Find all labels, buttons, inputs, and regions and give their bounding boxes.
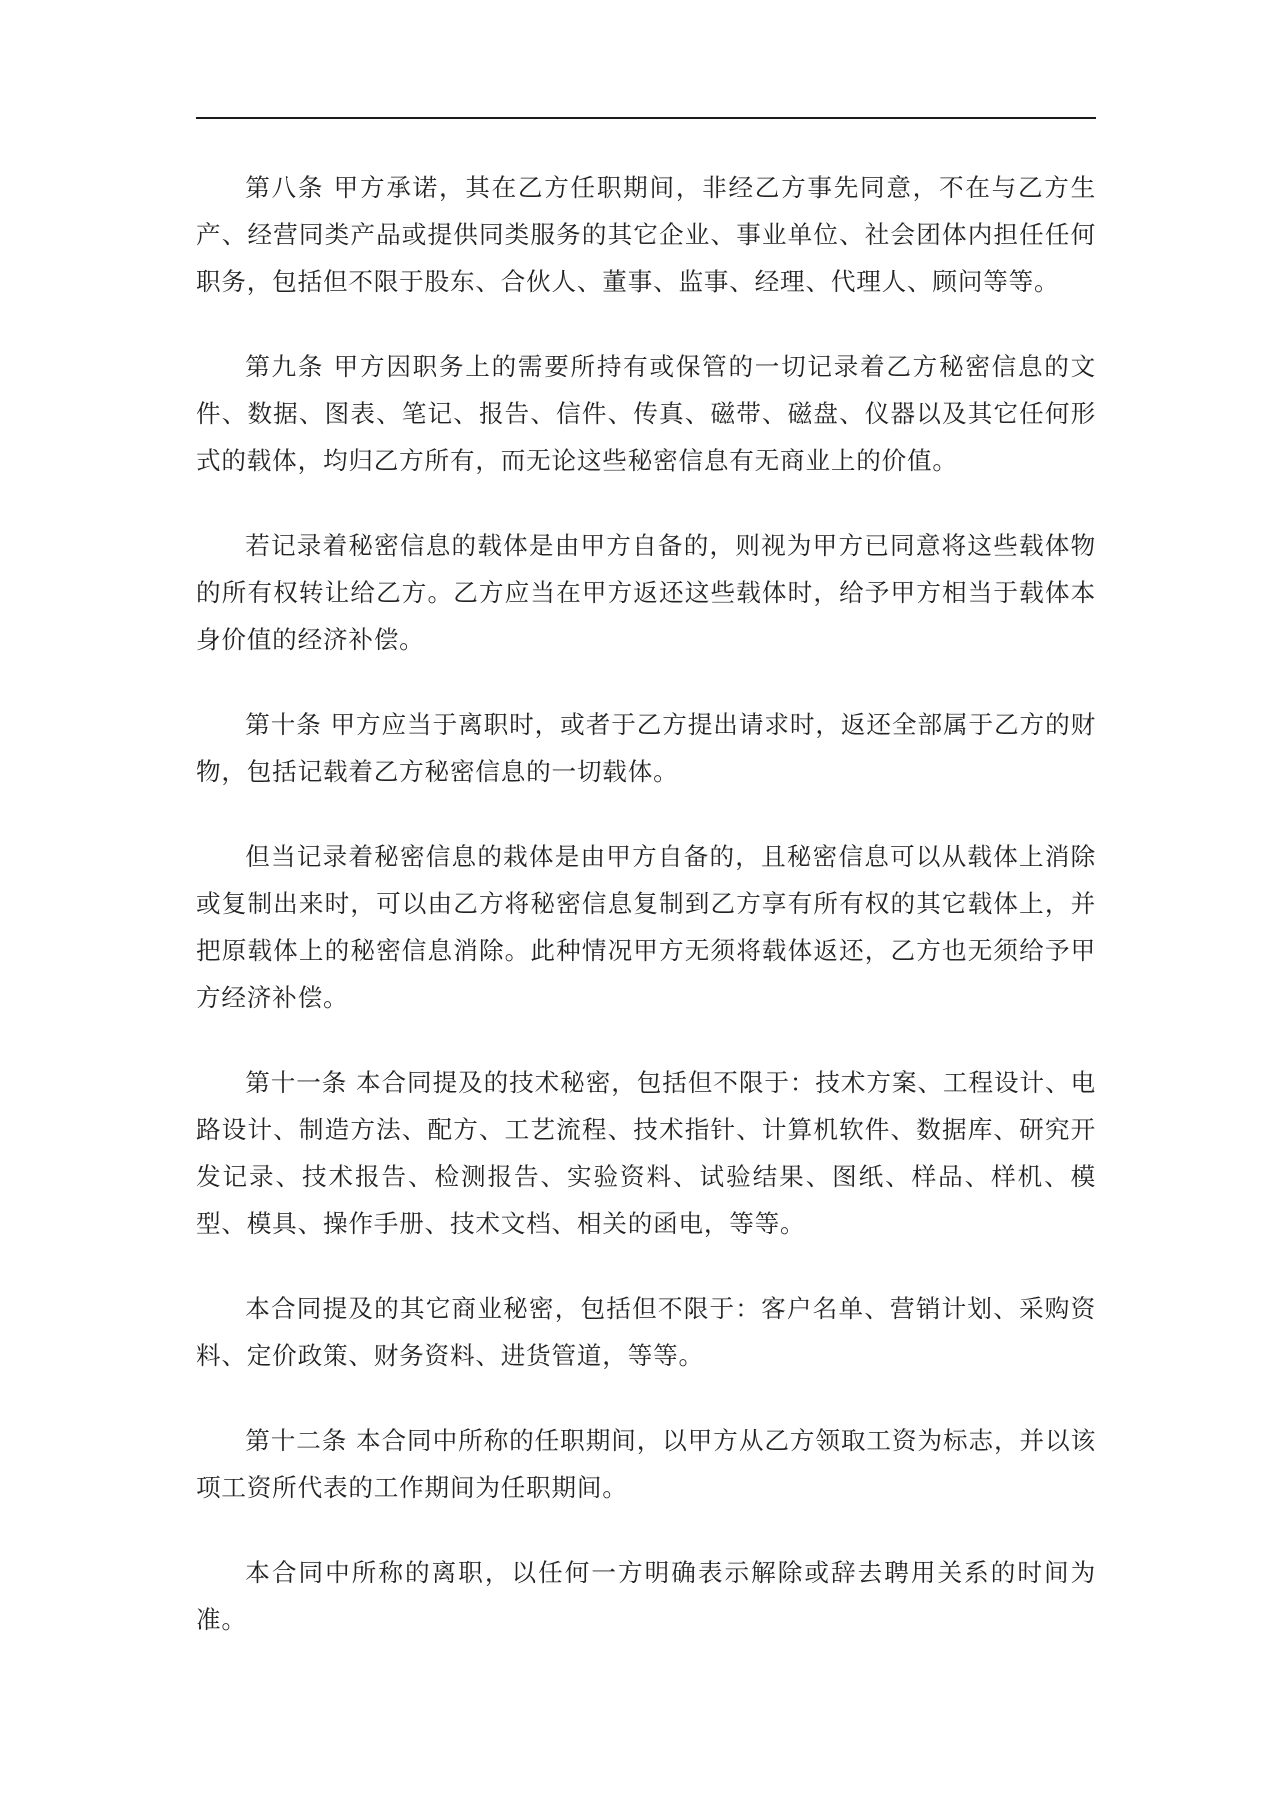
paragraph-article-9: 第九条 甲方因职务上的需要所持有或保管的一切记录着乙方秘密信息的文件、数据、图表、笔记、报告、信件、传真、磁带、磁盘、仪器以及其它任何形式的载体，均归乙方所有，而无论这些秘密信息有无商业上的价值。 — [196, 352, 1096, 475]
paragraph-article-12: 第十二条 本合同中所称的任职期间，以甲方从乙方领取工资为标志，并以该项工资所代表的工作期间为任职期间。 — [196, 1426, 1096, 1502]
header-rule — [196, 117, 1096, 119]
paragraph-article-11-other-secrets: 本合同提及的其它商业秘密，包括但不限于：客户名单、营销计划、采购资料、定价政策、财务资料、进货管道，等等。 — [196, 1294, 1096, 1370]
paragraph-article-11: 第十一条 本合同提及的技术秘密，包括但不限于：技术方案、工程设计、电路设计、制造方法、配方、工艺流程、技术指针、计算机软件、数据库、研究开发记录、技术报告、检测报告、实验资料、试验结果、图纸、样品、样机、模型、模具、操作手册、技术文档、相关的函电，等等。 — [196, 1068, 1096, 1238]
document-body — [196, 164, 1096, 1681]
paragraph-article-10: 第十条 甲方应当于离职时，或者于乙方提出请求时，返还全部属于乙方的财物，包括记载着乙方秘密信息的一切载体。 — [196, 710, 1096, 786]
paragraph-article-10-exception: 但当记录着秘密信息的栽体是由甲方自备的，且秘密信息可以从载体上消除或复制出来时，可以由乙方将秘密信息复制到乙方享有所有权的其它载体上，并把原载体上的秘密信息消除。此种情况甲方无须将载体返还，乙方也无须给予甲方经济补偿。 — [196, 842, 1096, 1012]
paragraph-article-8: 第八条 甲方承诺，其在乙方任职期间，非经乙方事先同意，不在与乙方生产、经营同类产品或提供同类服务的其它企业、事业单位、社会团体内担任任何职务，包括但不限于股东、合伙人、董事、监事、经理、代理人、顾问等等。 — [196, 173, 1096, 296]
paragraph-article-12-departure: 本合同中所称的离职，以任何一方明确表示解除或辞去聘用关系的时间为准。 — [196, 1558, 1096, 1634]
paragraph-article-9-carrier: 若记录着秘密信息的载体是由甲方自备的，则视为甲方已同意将这些载体物的所有权转让给乙方。乙方应当在甲方返还这些载体时，给予甲方相当于载体本身价值的经济补偿。 — [196, 531, 1096, 654]
